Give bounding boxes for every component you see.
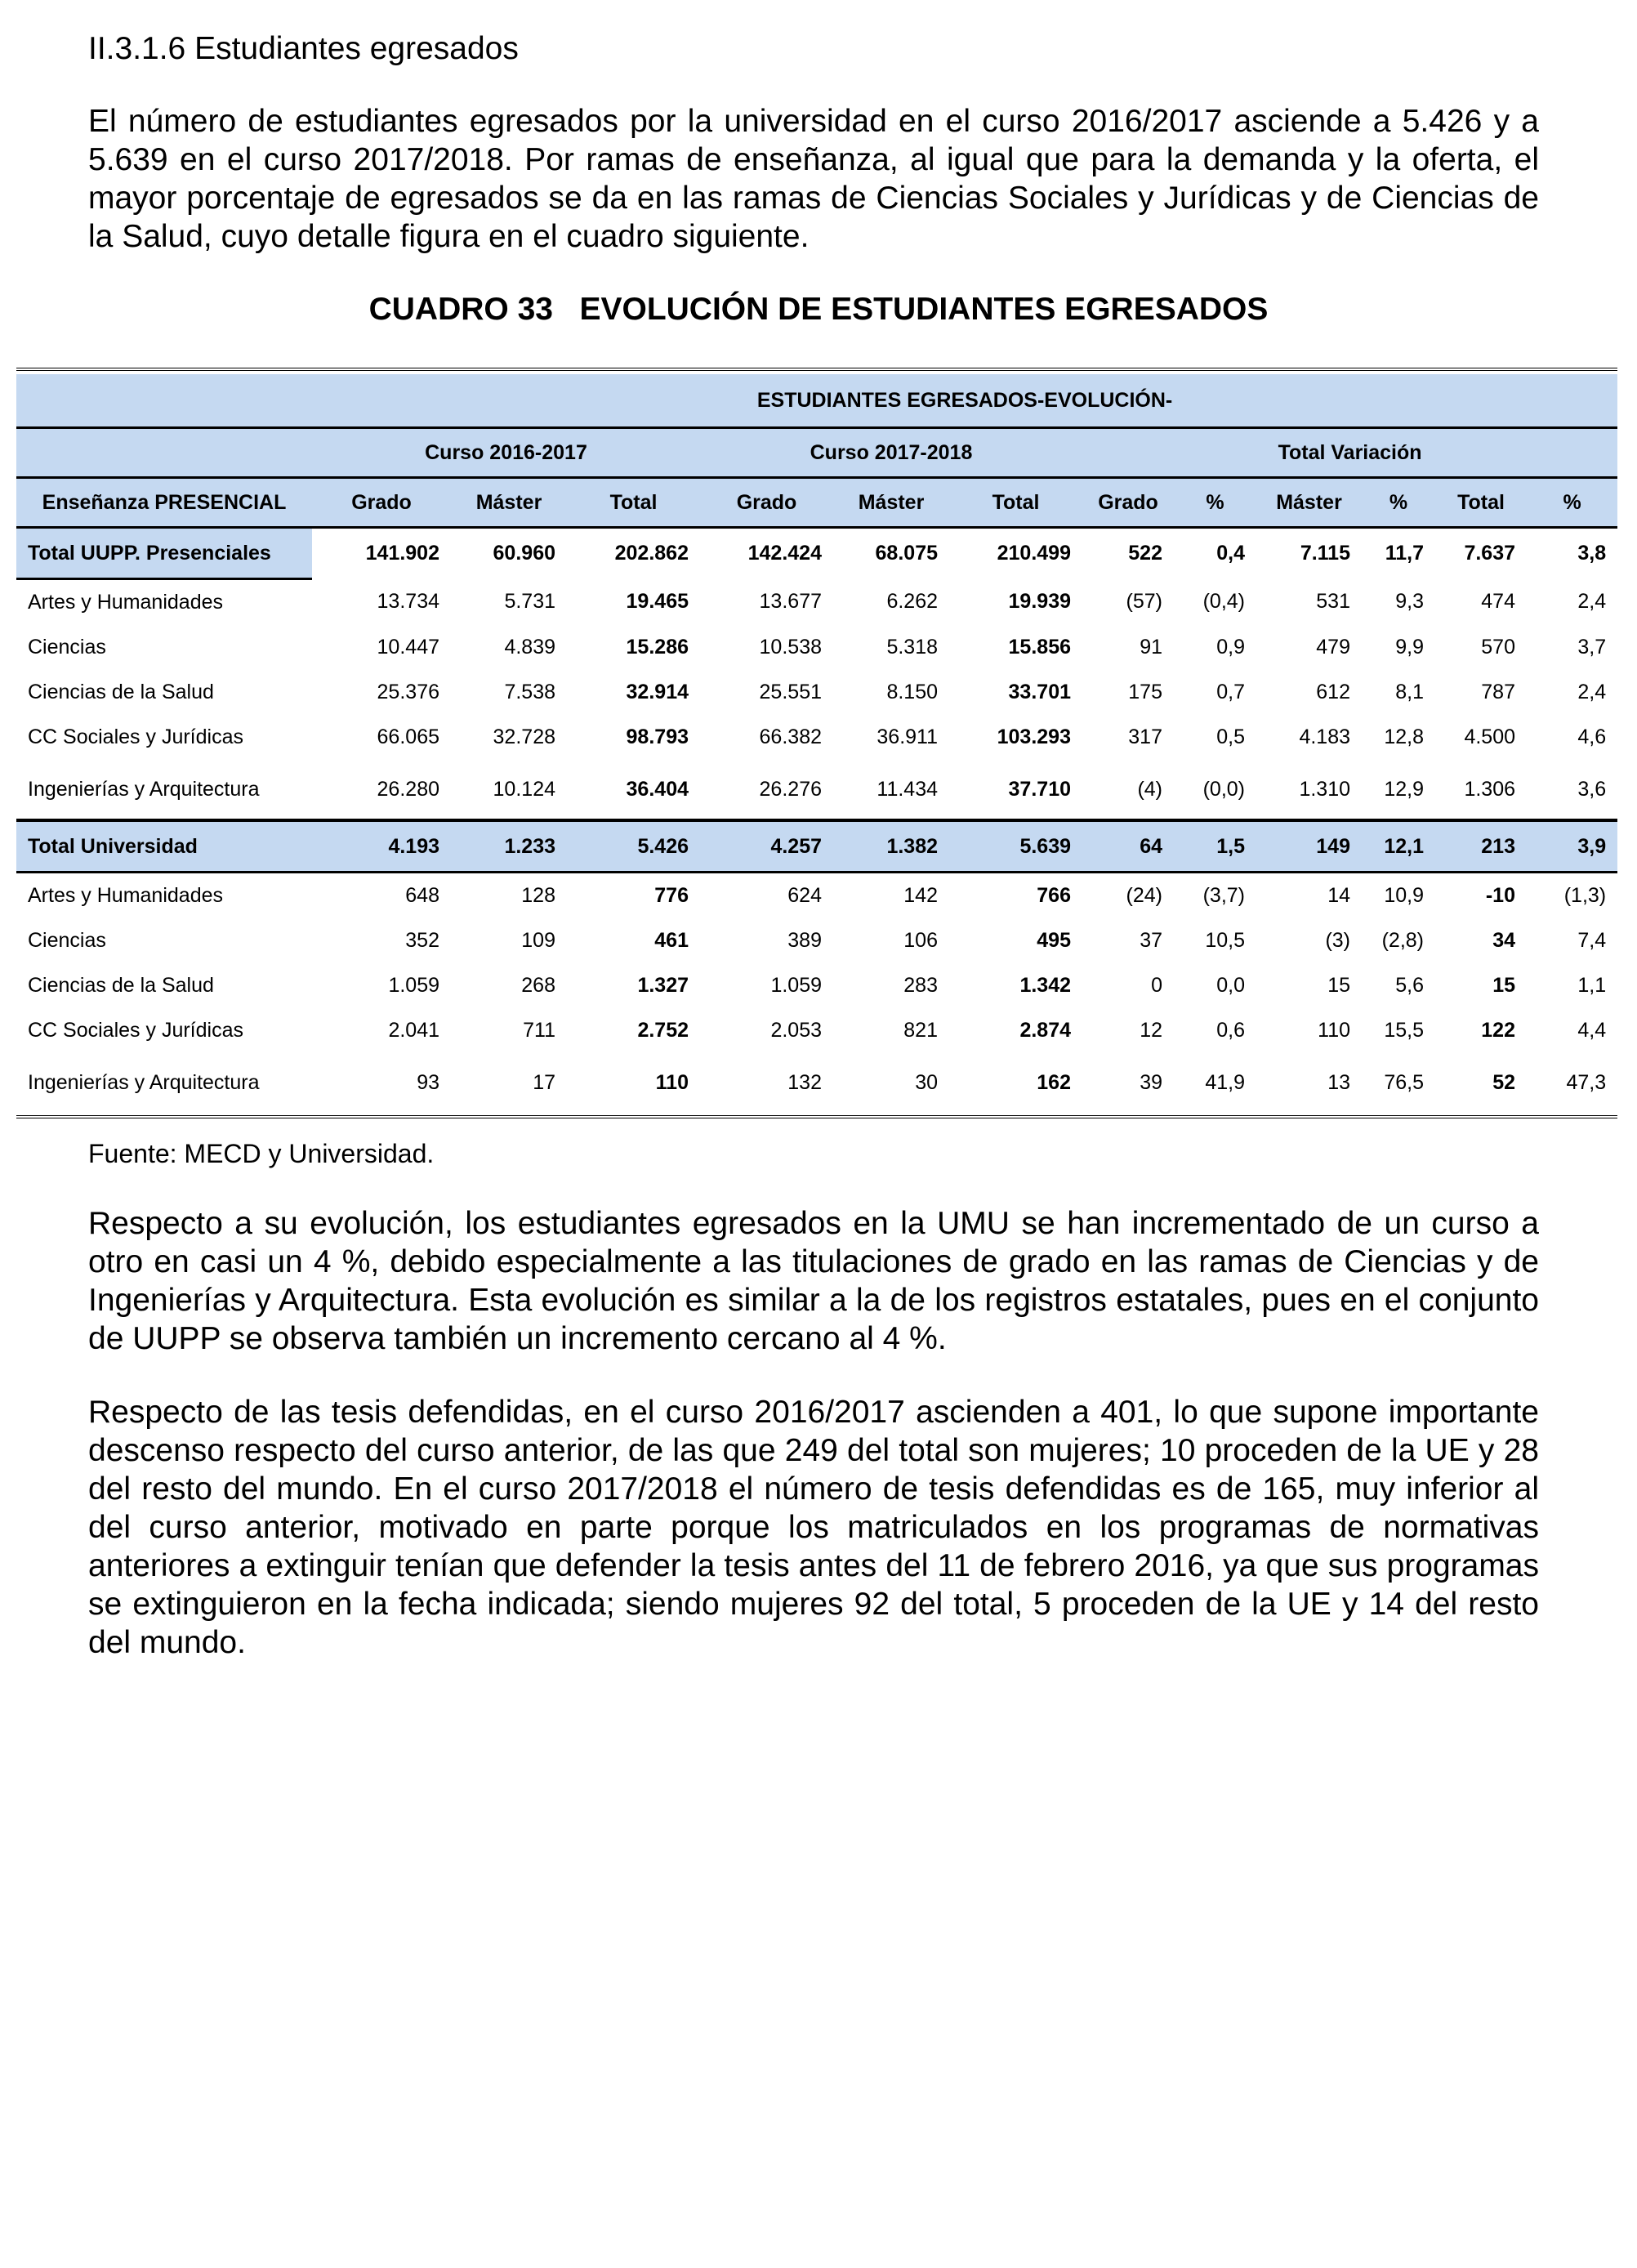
table-cell: 122 bbox=[1481, 1019, 1515, 1042]
table-row bbox=[16, 1008, 1617, 1053]
table-cell: 91 bbox=[1140, 636, 1162, 659]
table-cell: 2.752 bbox=[637, 1019, 689, 1042]
table-cell: 766 bbox=[1037, 884, 1071, 907]
table-cell: 4.839 bbox=[504, 636, 555, 659]
table-cell: 612 bbox=[1316, 681, 1350, 703]
table-cell: (57) bbox=[1126, 590, 1162, 614]
table-cell: 13 bbox=[1327, 1070, 1350, 1094]
table-cell: 36.404 bbox=[626, 777, 689, 801]
table-cell: 26.280 bbox=[377, 777, 439, 801]
row-label: Ciencias de la Salud bbox=[28, 681, 214, 703]
table-cell: 2,4 bbox=[1577, 681, 1607, 703]
table-cell: 821 bbox=[903, 1019, 938, 1042]
intro-paragraph: El número de estudiantes egresados por la universidad en el curso 2016/2017 asciende a 5.426 y a 5.639 en el curso 2017/2018. Por ramas de enseñanza, al igual que para la demanda y la oferta, el mayor porcentaje de egresados se da en las ramas de Ciencias Sociales y Jurídicas y de Ciencias de la Salud, cuyo detalle figura en el cuadro siguiente. bbox=[88, 104, 1539, 254]
table-cell: (4) bbox=[1137, 777, 1162, 801]
table-cell: 5.639 bbox=[949, 820, 1082, 873]
table-top-header: ESTUDIANTES EGRESADOS-EVOLUCIÓN- bbox=[312, 374, 1617, 428]
row-label: Ciencias bbox=[28, 636, 106, 659]
table-cell: 317 bbox=[1128, 725, 1162, 748]
table-cell: 1.382 bbox=[833, 820, 949, 873]
evolution-paragraph: Respecto a su evolución, los estudiantes egresados en la UMU se han incrementado de un curso a otro en casi un 4 %, debido especialmente a las titulaciones de grado en las ramas de Ciencias y de Ingenierías y Arquitectura. Esta evolución es similar a la de los registros estatales, pues en el conjunto de UUPP se observa también un incremento cercano al 4 %. bbox=[88, 1206, 1539, 1356]
table-cell: 15,5 bbox=[1384, 1019, 1424, 1042]
table-cell: 47,3 bbox=[1566, 1070, 1607, 1094]
header-blank-cell bbox=[16, 374, 312, 428]
table-cell: 0,4 bbox=[1174, 528, 1256, 579]
table-cell: 4.500 bbox=[1464, 725, 1515, 748]
table-cell: 12,1 bbox=[1362, 820, 1435, 873]
table-cell: 52 bbox=[1492, 1070, 1515, 1094]
group-header-total-variacion: Total Variación bbox=[1082, 428, 1617, 478]
table-cell: 103.293 bbox=[997, 725, 1071, 748]
table-cell: 141.902 bbox=[312, 528, 451, 579]
table-row bbox=[16, 670, 1617, 715]
table-body bbox=[16, 374, 1617, 1112]
table-cell: 142.424 bbox=[700, 528, 833, 579]
row-label: Ciencias bbox=[28, 929, 106, 952]
table-cell: 1.233 bbox=[451, 820, 567, 873]
table-title: CUADRO 33 EVOLUCIÓN DE ESTUDIANTES EGRESADOS bbox=[368, 292, 1269, 327]
table-cell: 268 bbox=[521, 974, 555, 997]
table-cell: 60.960 bbox=[451, 528, 567, 579]
table-cell: 4.193 bbox=[312, 820, 451, 873]
table-cell: 1.306 bbox=[1464, 777, 1515, 801]
table-cell: 1.059 bbox=[388, 974, 439, 997]
table-cell: 0,7 bbox=[1216, 681, 1245, 703]
table-row bbox=[16, 625, 1617, 670]
table-cell: 3,9 bbox=[1527, 820, 1617, 873]
column-header: Total bbox=[567, 478, 700, 528]
table-cell: 76,5 bbox=[1384, 1070, 1424, 1094]
table-cell: 9,9 bbox=[1395, 636, 1424, 659]
table-cell: 128 bbox=[521, 884, 555, 907]
table-row bbox=[16, 579, 1617, 626]
egresados-table bbox=[16, 374, 1617, 1112]
table-cell: 66.382 bbox=[759, 725, 822, 748]
table-row bbox=[16, 963, 1617, 1008]
table-cell: 109 bbox=[521, 929, 555, 952]
table-cell: 474 bbox=[1481, 590, 1515, 614]
column-header: Total bbox=[949, 478, 1082, 528]
table-cell: 3,8 bbox=[1527, 528, 1617, 579]
table-cell: 2.041 bbox=[388, 1019, 439, 1042]
table-cell: 10,9 bbox=[1384, 884, 1424, 907]
table-row bbox=[16, 820, 1617, 873]
column-header: Grado bbox=[312, 478, 451, 528]
table-cell: (2,8) bbox=[1381, 929, 1424, 952]
table-cell: 4,4 bbox=[1577, 1019, 1607, 1042]
column-header: % bbox=[1527, 478, 1617, 528]
table-cell: 9,3 bbox=[1395, 590, 1424, 614]
row-label: Ingenierías y Arquitectura bbox=[28, 777, 260, 801]
table-cell: 3,7 bbox=[1577, 636, 1607, 659]
column-header: Máster bbox=[451, 478, 567, 528]
group-header-2017-2018: Curso 2017-2018 bbox=[700, 428, 1082, 478]
table-cell: 17 bbox=[533, 1070, 555, 1094]
table-cell: 4,6 bbox=[1577, 725, 1607, 748]
table-cell: 0 bbox=[1151, 974, 1162, 997]
table-cell: 787 bbox=[1481, 681, 1515, 703]
table-row bbox=[16, 528, 1617, 579]
table-cell: (1,3) bbox=[1563, 884, 1607, 907]
table-cell: 98.793 bbox=[626, 725, 689, 748]
source-note: Fuente: MECD y Universidad. bbox=[88, 1139, 435, 1168]
table-cell: 15.286 bbox=[626, 636, 689, 659]
table-cell: 2.874 bbox=[1019, 1019, 1071, 1042]
table-cell: 15 bbox=[1492, 974, 1515, 997]
table-cell: 479 bbox=[1316, 636, 1350, 659]
table-cell: 213 bbox=[1435, 820, 1527, 873]
table-cell: 68.075 bbox=[833, 528, 949, 579]
table-cell: 175 bbox=[1128, 681, 1162, 703]
row-label: Ciencias de la Salud bbox=[28, 974, 214, 997]
column-header: Grado bbox=[700, 478, 833, 528]
column-header: Máster bbox=[833, 478, 949, 528]
table-cell: 1.310 bbox=[1299, 777, 1350, 801]
table-cell: 2.053 bbox=[770, 1019, 822, 1042]
table-cell: 13.734 bbox=[377, 590, 439, 614]
table-cell: 2,4 bbox=[1577, 590, 1607, 614]
table-cell: 8,1 bbox=[1395, 681, 1424, 703]
table-cell: 37 bbox=[1140, 929, 1162, 952]
table-cell: 34 bbox=[1492, 929, 1515, 952]
table-cell: 8.150 bbox=[886, 681, 938, 703]
column-header: % bbox=[1174, 478, 1256, 528]
table-cell: 14 bbox=[1327, 884, 1350, 907]
table-cell: 39 bbox=[1140, 1070, 1162, 1094]
table-cell: 6.262 bbox=[886, 590, 938, 614]
table-cell: 110 bbox=[1318, 1019, 1350, 1042]
table-cell: 570 bbox=[1481, 636, 1515, 659]
table-cell: 149 bbox=[1256, 820, 1362, 873]
table-row bbox=[16, 918, 1617, 963]
table-row bbox=[16, 1053, 1617, 1112]
table-cell: 1.059 bbox=[770, 974, 822, 997]
table-cell: 25.551 bbox=[759, 681, 822, 703]
table-cell: 495 bbox=[1037, 929, 1071, 952]
row-label: Total Universidad bbox=[16, 820, 312, 873]
table-cell: (0,0) bbox=[1202, 777, 1245, 801]
table-cell: 19.465 bbox=[626, 590, 689, 614]
table-cell: 1,1 bbox=[1577, 974, 1607, 997]
column-header: % bbox=[1362, 478, 1435, 528]
table-cell: 4.257 bbox=[700, 820, 833, 873]
row-label: Total UUPP. Presenciales bbox=[16, 528, 312, 579]
table-cell: 106 bbox=[903, 929, 938, 952]
table-cell: 19.939 bbox=[1008, 590, 1071, 614]
row-label: Artes y Humanidades bbox=[28, 591, 224, 614]
table-cell: 5.318 bbox=[886, 636, 938, 659]
table-cell: 7.115 bbox=[1256, 528, 1362, 579]
header-blank-cell bbox=[16, 428, 312, 478]
table-cell: 162 bbox=[1037, 1070, 1071, 1094]
table-row bbox=[16, 715, 1617, 760]
table-cell: 13.677 bbox=[759, 590, 822, 614]
table-cell: 648 bbox=[405, 884, 439, 907]
table-cell: 3,6 bbox=[1577, 777, 1607, 801]
table-cell: 10.447 bbox=[377, 636, 439, 659]
table-cell: 283 bbox=[903, 974, 938, 997]
table-cell: (3,7) bbox=[1202, 884, 1245, 907]
table-cell: 7.538 bbox=[504, 681, 555, 703]
table-row bbox=[16, 873, 1617, 919]
table-cell: 11.434 bbox=[876, 777, 938, 801]
table-cell: 25.376 bbox=[377, 681, 439, 703]
table-cell: 4.183 bbox=[1299, 725, 1350, 748]
group-header-2016-2017: Curso 2016-2017 bbox=[312, 428, 700, 478]
table-cell: 624 bbox=[787, 884, 822, 907]
table-cell: 12,9 bbox=[1384, 777, 1424, 801]
table-cell: 1.342 bbox=[1019, 974, 1071, 997]
table-cell: 531 bbox=[1316, 590, 1350, 614]
table-cell: 7.637 bbox=[1435, 528, 1527, 579]
table-cell: 1.327 bbox=[637, 974, 689, 997]
table-header-row-groups bbox=[16, 428, 1617, 478]
table-cell: 11,7 bbox=[1362, 528, 1435, 579]
table-cell: 36.911 bbox=[876, 725, 938, 748]
table-cell: 32.914 bbox=[626, 681, 689, 703]
table-cell: (24) bbox=[1126, 884, 1162, 907]
column-header: Grado bbox=[1082, 478, 1174, 528]
table-cell: 12,8 bbox=[1384, 725, 1424, 748]
table-cell: 142 bbox=[903, 884, 938, 907]
table-header-row-columns bbox=[16, 478, 1617, 528]
thesis-paragraph: Respecto de las tesis defendidas, en el curso 2016/2017 ascienden a 401, lo que supone importante descenso respecto del curso anterior, de las que 249 del total son mujeres; 10 proceden de la UE y 28 del resto del mundo. En el curso 2017/2018 el número de tesis defendidas es de 165, muy inferior al del curso anterior, motivado en parte porque los matriculados en los programas de normativas anteriores a extinguir tenían que defender la tesis antes del 11 de febrero 2016, ya que sus programas se extinguieron en la fecha indicada; siendo mujeres 92 del total, 5 proceden de la UE y 14 del resto del mundo. bbox=[88, 1395, 1539, 1660]
table-cell: 1,5 bbox=[1174, 820, 1256, 873]
table-cell: 32.728 bbox=[493, 725, 555, 748]
table-cell: 10,5 bbox=[1205, 929, 1245, 952]
table-cell: 93 bbox=[417, 1070, 439, 1094]
table-cell: 26.276 bbox=[759, 777, 822, 801]
table-cell: -10 bbox=[1485, 884, 1515, 907]
table-cell: 0,6 bbox=[1216, 1019, 1245, 1042]
table-cell: 33.701 bbox=[1008, 681, 1071, 703]
table-cell: 12 bbox=[1140, 1019, 1162, 1042]
table-cell: 41,9 bbox=[1205, 1070, 1245, 1094]
table-cell: 66.065 bbox=[377, 725, 439, 748]
table-cell: (0,4) bbox=[1202, 590, 1245, 614]
table-cell: 522 bbox=[1082, 528, 1174, 579]
table-cell: 7,4 bbox=[1577, 929, 1607, 952]
table-cell: 711 bbox=[523, 1019, 555, 1042]
egresados-table-frame bbox=[16, 368, 1617, 1118]
table-cell: 389 bbox=[787, 929, 822, 952]
column-header: Total bbox=[1435, 478, 1527, 528]
section-heading: II.3.1.6 Estudiantes egresados bbox=[88, 31, 519, 66]
table-cell: 776 bbox=[654, 884, 689, 907]
table-cell: 0,5 bbox=[1216, 725, 1245, 748]
table-cell: 15 bbox=[1327, 974, 1350, 997]
table-cell: 10.538 bbox=[759, 636, 822, 659]
table-cell: 0,0 bbox=[1216, 974, 1245, 997]
table-cell: 5.426 bbox=[567, 820, 700, 873]
table-cell: 210.499 bbox=[949, 528, 1082, 579]
table-cell: 37.710 bbox=[1008, 777, 1071, 801]
table-cell: (3) bbox=[1325, 929, 1350, 952]
row-label: CC Sociales y Jurídicas bbox=[28, 725, 243, 748]
column-header: Enseñanza PRESENCIAL bbox=[16, 478, 312, 528]
row-label: CC Sociales y Jurídicas bbox=[28, 1019, 243, 1042]
table-cell: 30 bbox=[915, 1070, 938, 1094]
row-label: Artes y Humanidades bbox=[28, 884, 224, 907]
table-cell: 352 bbox=[405, 929, 439, 952]
row-label: Ingenierías y Arquitectura bbox=[28, 1070, 260, 1094]
table-cell: 10.124 bbox=[493, 777, 555, 801]
table-cell: 15.856 bbox=[1008, 636, 1071, 659]
table-row bbox=[16, 760, 1617, 820]
table-cell: 132 bbox=[787, 1070, 822, 1094]
table-cell: 0,9 bbox=[1216, 636, 1245, 659]
table-cell: 202.862 bbox=[567, 528, 700, 579]
table-header-row-top bbox=[16, 374, 1617, 428]
table-cell: 5,6 bbox=[1395, 974, 1424, 997]
column-header: Máster bbox=[1256, 478, 1362, 528]
table-cell: 110 bbox=[655, 1070, 689, 1094]
table-cell: 461 bbox=[654, 929, 689, 952]
table-cell: 64 bbox=[1082, 820, 1174, 873]
table-cell: 5.731 bbox=[504, 590, 555, 614]
